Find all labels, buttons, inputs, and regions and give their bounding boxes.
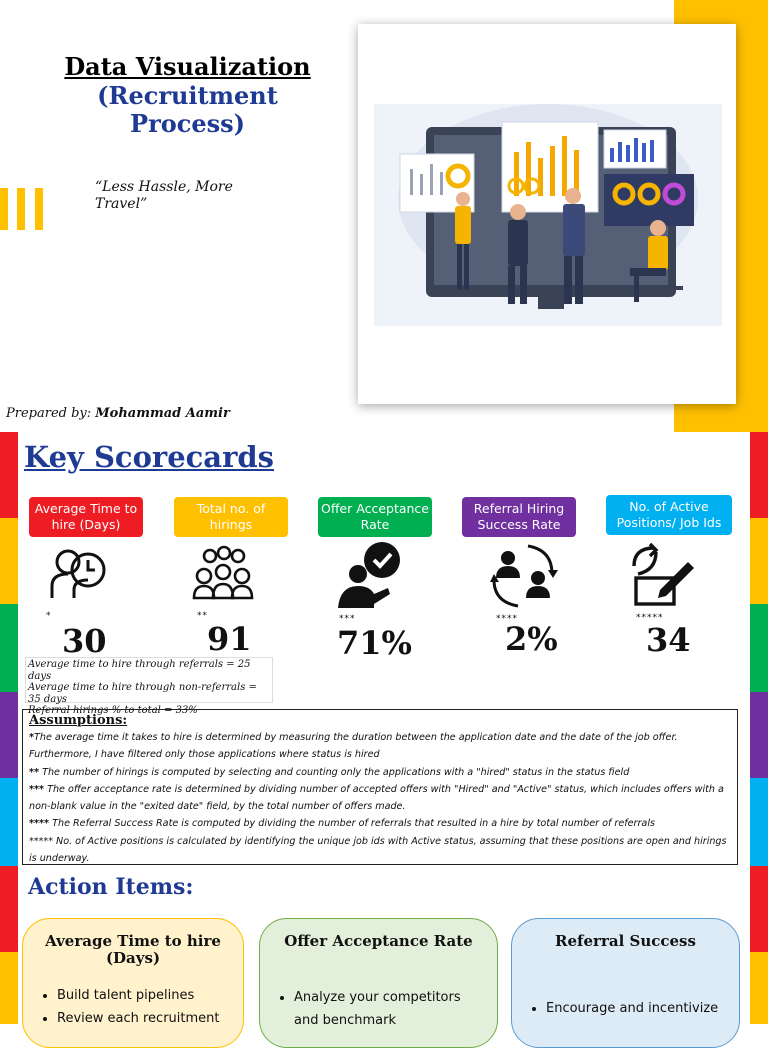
edit-cycle-icon [626,540,696,610]
assumption-line [29,815,731,832]
assumptions-heading: Assumptions: [29,713,128,728]
right-bar-red [750,432,768,518]
scorecards-title: Key Scorecards [24,440,274,474]
list-item: • Review each recruitment [57,1007,220,1030]
assumption-text: The average time it takes to hire is determined by measuring the duration between the application date and the date of the job offer. Furthermore, I have filtered only those applications where status is hired [29,732,678,761]
left-bar-green [0,604,18,692]
list-item: • Build talent pipelines [57,984,220,1007]
group-people-icon [188,540,258,610]
stripe-decoration [35,188,43,230]
scorecard-label-time-to-hire: Average Time to hire (Days) [29,497,143,537]
assumption-text: The offer acceptance rate is determined by dividing number of accepted offers with "Hired" and "Active" status, which includes offers with a non-blank value in the "exited date" field, by the total number of offers made. [29,783,724,813]
action-card-offer-acceptance [259,918,498,1048]
assumption-marker: ** [29,766,40,778]
card-bullets [260,986,469,1032]
footnote-marker: ***** [636,613,664,623]
assumption-line [29,781,731,816]
card-bullets [512,997,718,1020]
data-team-illustration [358,24,736,404]
referral-cycle-icon [488,540,558,610]
card-bullets [23,984,220,1030]
left-bar-red [0,432,18,518]
assumptions-box [22,709,738,865]
list-item: • Analyze your competitors and benchmark [294,986,469,1032]
action-card-referral-success [511,918,740,1048]
right-bar-yellow [750,518,768,604]
assumption-marker: ***** [29,835,53,847]
scorecard-value-total-hirings: 91 [207,620,252,658]
assumption-marker: * [29,732,35,743]
assumption-marker: *** [29,783,45,795]
left-bar-yellow [0,952,18,1024]
scorecard-value-referral-success: 2% [505,620,558,658]
footnote-marker: *** [339,614,356,624]
card-title: Referral Success [555,932,696,950]
stripe-decoration [17,188,25,230]
referral-notes [25,657,273,716]
scorecard-value-offer-acceptance: 71% [337,624,412,662]
page-title: Data Visualization [64,52,311,81]
prepared-by [6,406,230,421]
action-card-time-to-hire [22,918,244,1048]
scorecard-label-active-positions: No. of Active Positions/ Job Ids [606,495,732,535]
author-name: Mohammad Aamir [95,406,230,421]
page-subtitle: (Recruitment Process) [97,81,278,138]
note-line: Average time to hire through referrals = 25 days [28,659,251,682]
right-bar-blue [750,778,768,866]
assumption-text: The number of hirings is computed by selecting and counting only the applications with a "hired" status in the status field [39,766,630,778]
left-bar-yellow [0,518,18,604]
prepared-label: Prepared by: [6,406,92,421]
right-bar-red [750,866,768,952]
scorecard-value-time-to-hire: 30 [62,622,107,660]
stripe-decoration [0,188,8,230]
clock-people-icon [44,540,114,610]
left-bar-purple [0,692,18,778]
card-title: Offer Acceptance Rate [284,932,473,950]
assumption-text: No. of Active positions is calculated by identifying the unique job ids with Active status, assuming that these positions are open and hirings is underway. [29,835,727,865]
assumption-line [29,764,731,781]
footnote-marker: **** [496,614,518,624]
assumption-text: The Referral Success Rate is computed by dividing the number of referrals that resulted in a hire by total number of referrals [49,818,655,830]
card-title: Average Time to hire (Days) [45,932,221,967]
illustration-card [358,24,736,404]
left-bar-red [0,866,18,952]
action-items-title: Action Items: [28,874,194,900]
left-bar-blue [0,778,18,866]
note-line: Average time to hire through non-referrals = 35 days [28,682,257,705]
right-bar-purple [750,692,768,778]
title-slide [0,0,768,432]
tagline: “Less Hassle, More Travel” [95,179,233,212]
footnote-marker: * [46,611,52,621]
scorecard-label-offer-acceptance: Offer Acceptance Rate [318,497,432,537]
footnote-marker: ** [197,611,208,621]
right-bar-green [750,604,768,692]
list-item: • Encourage and incentivize [546,997,718,1020]
scorecard-label-total-hirings: Total no. of hirings [174,497,288,537]
note-line: Referral hirings % to total = 33% [28,705,198,716]
right-bar-yellow [750,952,768,1024]
scorecard-value-active-positions: 34 [646,621,691,659]
assumption-line [29,833,731,868]
person-check-icon [334,540,404,610]
scorecard-label-referral-success: Referral Hiring Success Rate [462,497,576,537]
assumption-line [29,729,731,764]
assumption-marker: **** [29,818,50,830]
